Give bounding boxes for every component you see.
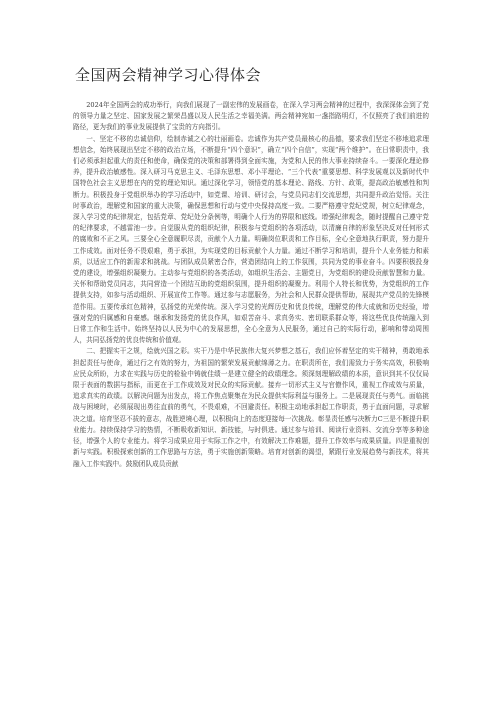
- paragraph-section-one: 一、坚定不移的忠诚信仰，绘制赤诚之心的壮丽画卷。忠诚作为共产党员最核心的品德，要求我们坚定不移地追求理想信念，始终展现出坚定不移的政治立场，不断提升“四个意识”，确立“四个自信”，实现“两个维护”。在日常职责中，我们必须承担起重大的责任和使命，确保党的决策和部署得到全面实施，为党和人民的伟大事业持续奋斗。一要深化理论修养，提升政治敏感性。深入研习马克思主义、毛泽东思想、邓小平理论、“三个代表”重要思想、科学发展观以及新时代中国特色社会主义思想在内的党的理论知识。通过深化学习，领悟党的基本理论、路线、方针、政策，提高政治敏感性和判断力。积极投身于党组织举办的学习活动中，如党课、培训、研讨会，与党员同志们交流思想，共同提升政治觉悟。关注时事政治，理解党和国家的重大决策，确保思想和行动与党中央保持高度一致。二要严格遵守党纪党规，树立纪律观念，深入学习党的纪律规定，包括党章、党纪处分条例等，明确个人行为的界限和底线。增强纪律观念，随时提醒自己遵守党的纪律要求，不越雷池一步。自觉服从党的组织纪律，积极参与党组织的各项活动，以清廉自律的形象坚决反对任何形式的腐败和不正之风。三要全心全意履职尽责，贡献个人力量。明确岗位职责和工作目标，全心全意地执行职责，努力提升工作成效。面对任务不畏艰难，勇于承担，为实现党的目标贡献个人力量。通过不断学习和培训，提升个人业务能力和素质，以适应工作的新需求和挑战。与团队成员紧密合作，营造团结向上的工作氛围，共同为党的事业奋斗。四要积极投身党的建设，增强组织凝聚力。主动参与党组织的各类活动，如组织生活会、主题党日，为党组织的建设贡献智慧和力量。关怀和帮助党员同志，共同营造一个团结互助的党组织氛围，提升组织的凝聚力。利用个人特长和优势，为党组织的工作提供支持，如参与活动组织、开展宣传工作等。通过参与志愿服务，为社会和人民群众提供帮助，展现共产党员的先锋模范作用。五要传承红色精神，弘扬党的光荣传统。深入学习党的光辉历史和优良传统，理解党的伟大成就和历史经验，增强对党的归属感和自豪感。继承和发扬党的优良作风，如艰苦奋斗、求真务实、密切联系群众等，将这些优良传统融入到日常工作和生活中。始终坚持以人民为中心的发展思想，全心全意为人民服务，通过自己的实际行动，影响和带动周围人，共同弘扬党的优良传统和价值观。: [73, 134, 429, 345]
- document-body: [73, 100, 429, 700]
- paragraph-intro: 2024年全国两会的成功举行，向我们展现了一副宏伟的发展画卷，在深入学习两会精神的过程中，我深深体会到了党的领导力量之坚定、国家发展之繁荣昌盛以及人民生活之幸福美满。两会精神宛如一盏指路明灯，不仅照亮了我们前进的路径，更为我们的事业发展提供了宝贵的方向指引。: [73, 101, 429, 132]
- document-title: 全国两会精神学习心得体会: [75, 66, 262, 84]
- paragraph-section-two: 二、把握实干之规，绘就兴国之彩。实干乃是中华民族伟大复兴梦想之基石，我们应怀着坚定的实干精神，勇敢地承担起责任与使命，通过行之有效的努力，为祖国的繁荣发展贡献绵薄之力。在职责所在，我们需致力于务实高效，积极响应民众所盼，力求在实践与历史的检验中铸就佳绩一是建立健全的政绩理念。须深刻理解政绩的本质，意识到其不仅仅局限于表面的数据与指标，而更在于工作成效及对民众的实际贡献。接弃一切形式主义与官僚作风，重视工作成效与质量，追求真实的政绩。以解决问题为出发点，将工作焦点聚集在为民众提供实际利益与服务上。二是展现责任与勇气。面临挑战与困境时，必须展现出勇往直前的勇气，不畏艰难，不回避责任。积极主动地承担起工作职责，勇于直面问题，寻求解决之道。培育坚忍不拔的意志，战胜逆境心理，以积极向上的态度迎接每一次挑战。彰显责任感与决断力C三是不断提升职业能力。持续保持学习的热情，不断吸收新知识、新技能，与时俱进。通过参与培训、阅读行业资料、交流分享等多种途径，增强个人的专业能力。将学习成果应用于实际工作之中，有效解决工作难题，提升工作效率与成果质量。四是重视创新与实践。积极探索创新的工作思路与方法，勇于实施创新策略。培育对创新的渴望，紧跟行业发展趋势与新技术，将其融入工作实践中。鼓励团队成员贡献: [73, 347, 429, 468]
